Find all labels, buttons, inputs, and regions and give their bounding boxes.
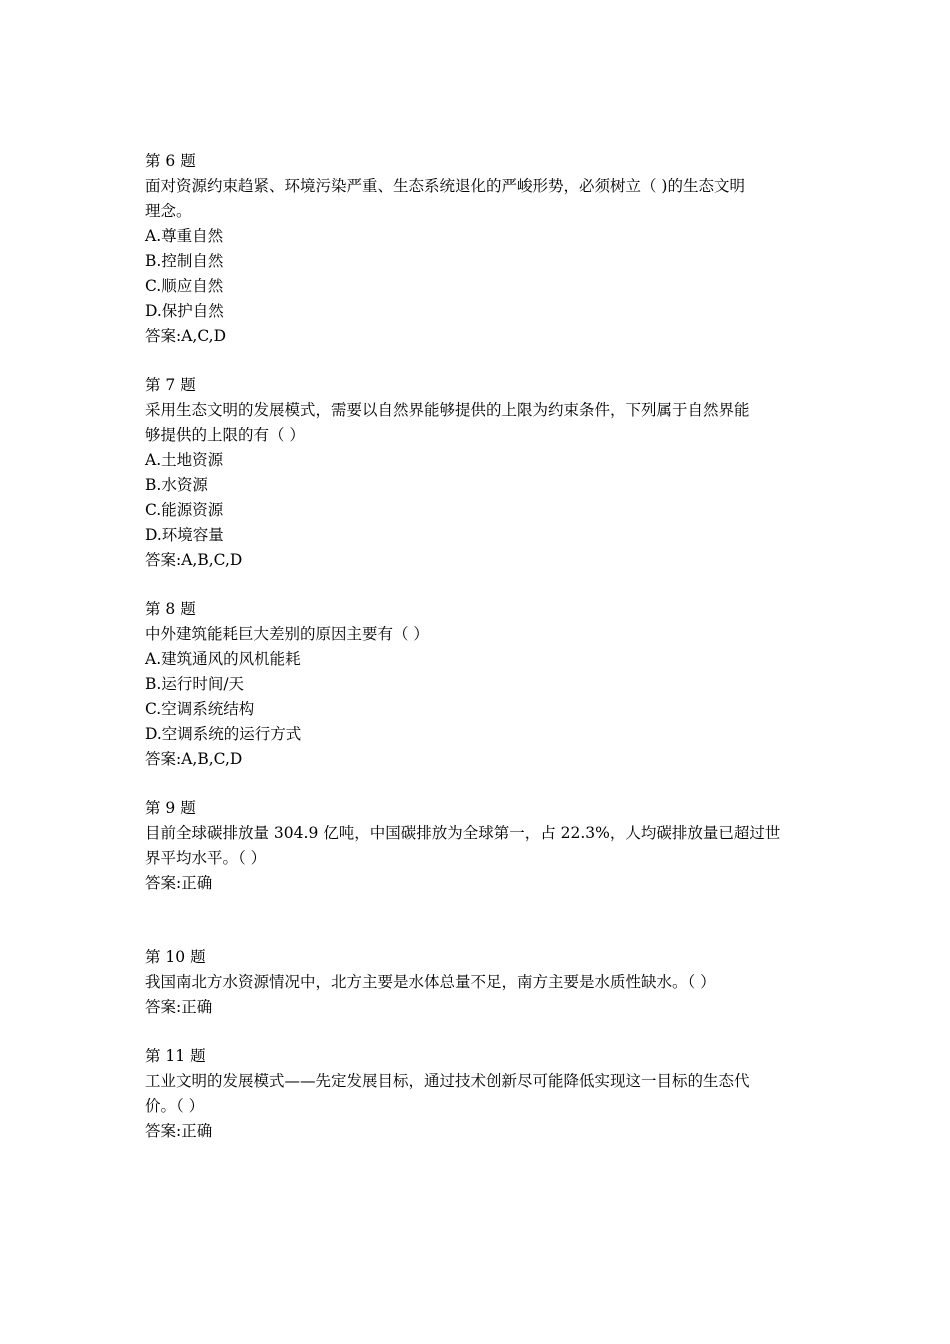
question-text: 采用生态文明的发展模式，需要以自然界能够提供的上限为约束条件，下列属于自然界能 bbox=[145, 401, 750, 419]
question-text: 面对资源约束趋紧、环境污染严重、生态系统退化的严峻形势，必须树立（ )的生态文明 bbox=[145, 177, 745, 195]
question-number: 第 9 题 bbox=[145, 799, 196, 817]
option-d: D.环境容量 bbox=[145, 526, 224, 544]
question-text: 工业文明的发展模式——先定发展目标，通过技术创新尽可能降低实现这一目标的生态代 bbox=[145, 1072, 750, 1090]
question-text: 理念。 bbox=[145, 202, 192, 220]
option-c: C.顺应自然 bbox=[145, 277, 224, 295]
question-number: 第 8 题 bbox=[145, 600, 196, 618]
answer: 答案:正确 bbox=[145, 1122, 213, 1140]
answer: 答案:A,B,C,D bbox=[145, 551, 243, 569]
question-text: 界平均水平。（ ） bbox=[145, 849, 267, 867]
question-text: 价。（ ） bbox=[145, 1097, 205, 1115]
option-a: A.土地资源 bbox=[145, 451, 224, 469]
option-b: B.水资源 bbox=[145, 476, 208, 494]
question-text: 够提供的上限的有（ ） bbox=[145, 426, 305, 444]
option-c: C.能源资源 bbox=[145, 501, 224, 519]
answer: 答案:正确 bbox=[145, 874, 213, 892]
question-number: 第 7 题 bbox=[145, 376, 196, 394]
option-b: B.运行时间/天 bbox=[145, 675, 245, 693]
option-d: D.保护自然 bbox=[145, 302, 224, 320]
question-text: 我国南北方水资源情况中，北方主要是水体总量不足，南方主要是水质性缺水。（ ） bbox=[145, 973, 716, 991]
option-c: C.空调系统结构 bbox=[145, 700, 255, 718]
question-text: 目前全球碳排放量 304.9 亿吨，中国碳排放为全球第一，占 22.3%，人均碳排放量已超过世 bbox=[145, 824, 781, 842]
option-a: A.尊重自然 bbox=[145, 227, 224, 245]
question-number: 第 11 题 bbox=[145, 1047, 206, 1065]
answer: 答案:正确 bbox=[145, 998, 213, 1016]
answer: 答案:A,C,D bbox=[145, 327, 227, 345]
option-b: B.控制自然 bbox=[145, 252, 224, 270]
option-a: A.建筑通风的风机能耗 bbox=[145, 650, 301, 668]
question-number: 第 10 题 bbox=[145, 948, 206, 966]
question-number: 第 6 题 bbox=[145, 152, 196, 170]
answer: 答案:A,B,C,D bbox=[145, 750, 243, 768]
question-text: 中外建筑能耗巨大差别的原因主要有（ ） bbox=[145, 625, 429, 643]
option-d: D.空调系统的运行方式 bbox=[145, 725, 302, 743]
